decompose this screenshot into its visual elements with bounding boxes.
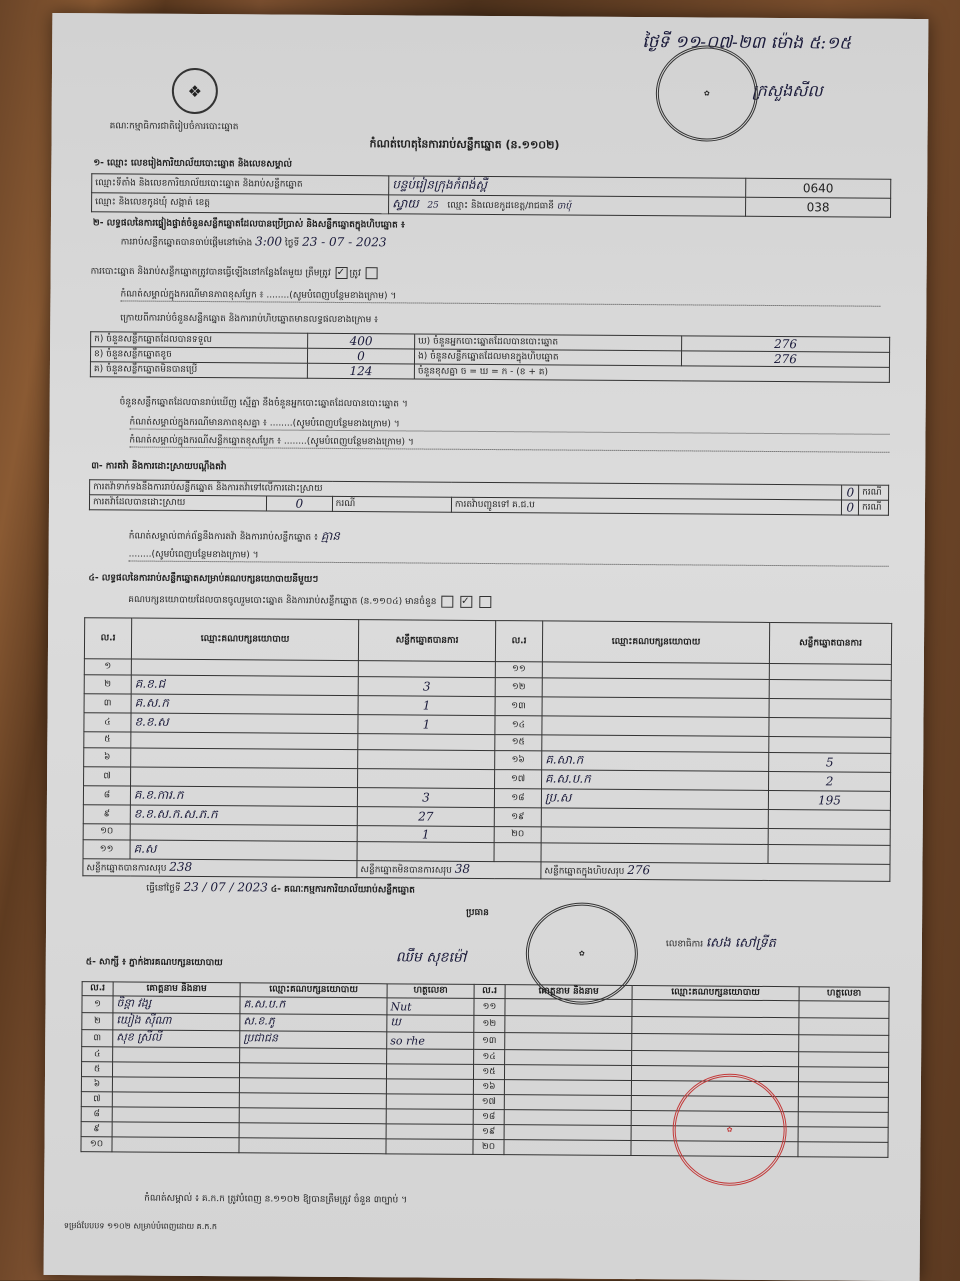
agent-no-left: ៥ bbox=[81, 1062, 112, 1077]
chairman-label: ប្រធាន bbox=[466, 907, 489, 919]
box-total-cell bbox=[541, 862, 890, 881]
agent-party-right bbox=[632, 1017, 799, 1035]
agent-sign-right bbox=[799, 1052, 889, 1068]
checkbox-incorrect[interactable] bbox=[366, 267, 378, 279]
complaints-remark-value: គ្មាន bbox=[320, 528, 340, 543]
correct-label: ត្រូវ bbox=[349, 268, 361, 279]
party-row-no-right: ១៩ bbox=[494, 808, 541, 827]
party-row-no-right: ១៦ bbox=[495, 751, 542, 770]
party-row-no-right: ១៨ bbox=[494, 789, 541, 808]
party-row-no-left: ៨ bbox=[83, 786, 130, 805]
agent-no-left: ២ bbox=[82, 1013, 113, 1030]
handwritten-recipient: ក្រសួងសីល bbox=[751, 80, 823, 101]
party-row-name-right: គ.ស.ប.ក bbox=[542, 770, 769, 791]
agents-col-sign-left: ហត្ថលេខា bbox=[387, 984, 474, 999]
commune-name: ស្វាយ bbox=[392, 196, 419, 211]
section-4-heading: ៤- លទ្ធផលនៃការរាប់សន្លឹកឆ្នោតសម្រាប់គណបក្សនយោបាយនីមួយៗ bbox=[88, 573, 319, 585]
agent-no-right: ១៤ bbox=[474, 1049, 505, 1064]
official-seal-red bbox=[672, 1073, 787, 1186]
forwarded-value: 0 bbox=[842, 500, 859, 515]
agent-sign-right bbox=[799, 1001, 889, 1019]
complaints-remark bbox=[129, 530, 340, 544]
party-row-name-right bbox=[542, 662, 769, 680]
seal-middle-emblem-icon: ✿ bbox=[578, 949, 585, 958]
handwritten-date-note: ថ្ងៃទី ១១-០៧-២៣ ម៉ោង ៥:១៥ bbox=[642, 32, 852, 54]
committee-signature-label: ៤- គណៈកម្មការការិយាល័យរាប់សន្លឹកឆ្នោត bbox=[270, 884, 415, 896]
results-intro: ក្រោយពីការរាប់ចំនួនសន្លឹកឆ្នោត និងការរាប់ហិបឆ្នោតមានលទ្ធផលខាងក្រោម ៖ bbox=[120, 313, 379, 326]
agent-no-left: ១០ bbox=[81, 1137, 112, 1152]
party-row-votes-left: 1 bbox=[358, 715, 495, 735]
party-row-name-left bbox=[131, 748, 358, 769]
agent-no-right: ១១ bbox=[474, 998, 505, 1015]
agent-sign-left: Nut bbox=[387, 998, 474, 1016]
col-party-right: ឈ្មោះគណបក្សនយោបាយ bbox=[542, 621, 769, 664]
agent-sign-right bbox=[798, 1142, 888, 1158]
party-row-votes-right bbox=[769, 679, 891, 699]
agent-sign-right bbox=[799, 1035, 889, 1053]
section-5-heading: ៥- សាក្សី ៖ ភ្នាក់ងារគណបក្សនយោបាយ bbox=[85, 957, 223, 969]
voters-label: ឃ) ចំនួនអ្នកបោះឆ្នោតដែលបានបោះឆ្នោត bbox=[415, 334, 682, 351]
agent-name-left: សុខ ស្រីលី bbox=[113, 1030, 240, 1048]
received-ballots-value: 400 bbox=[308, 333, 415, 349]
agent-party-right bbox=[632, 1000, 799, 1018]
party-row-no-left: ១ bbox=[84, 659, 131, 675]
remark-line-2: កំណត់សម្គាល់ក្នុងករណីមានភាពខុសគ្នា ៖ ........(សូមបំពេញបន្ថែមខាងក្រោម) ។ bbox=[130, 418, 890, 435]
agent-sign-left bbox=[386, 1139, 473, 1155]
chairman-signature: ឈឹម សុខម៉ៅ bbox=[395, 949, 467, 966]
party-row-votes-left bbox=[357, 842, 494, 862]
agent-party-right bbox=[632, 1034, 799, 1052]
agent-name-left bbox=[112, 1062, 239, 1078]
agent-no-left: ៣ bbox=[82, 1030, 113, 1047]
agent-party-left bbox=[240, 1048, 387, 1064]
resolved-label: ការតវ៉ាដែលបានដោះស្រាយ bbox=[89, 495, 266, 511]
invalid-total-cell bbox=[357, 861, 541, 879]
party-row-votes-right bbox=[769, 717, 891, 737]
section-2-heading: ២- លទ្ធផលនៃការផ្ទៀងផ្ទាត់ចំនួនសន្លឹកឆ្នោតដែលបានប្រើប្រាស់ និងសន្លឹកឆ្នោតក្នុងហិបឆ្នោត ៖ bbox=[92, 218, 405, 231]
agent-sign-left bbox=[387, 1049, 474, 1065]
secretary-line bbox=[666, 937, 776, 951]
party-row-name-right bbox=[541, 827, 768, 845]
section-4-intro bbox=[128, 594, 493, 609]
party-row-name-left bbox=[131, 732, 358, 750]
agent-no-left: ១ bbox=[82, 996, 113, 1013]
agents-col-sign-right: ហត្ថលេខា bbox=[799, 987, 889, 1002]
agent-name-right bbox=[505, 1033, 632, 1051]
party-row-votes-left bbox=[358, 661, 495, 678]
party-row-no-left: ៤ bbox=[84, 713, 131, 732]
checkbox-correct[interactable] bbox=[336, 267, 348, 279]
party-row-votes-right bbox=[769, 663, 891, 680]
nec-logo-icon: ❖ bbox=[172, 68, 218, 114]
footer-note: កំណត់សម្គាល់ ៖ គ.ក.ក ត្រូវបំពេញ ន.១១០២ ឱ្យបានត្រឹមត្រូវ ចំនួន ៣ច្បាប់ ។ bbox=[144, 1193, 408, 1206]
box-total-label: សន្លឹកឆ្នោតក្នុងហិបសរុប bbox=[544, 866, 625, 877]
valid-total-label: សន្លឹកឆ្នោតបានការសរុប bbox=[86, 863, 167, 874]
agent-name-right bbox=[504, 1065, 631, 1081]
party-row-votes-right bbox=[768, 844, 890, 864]
agent-sign-right bbox=[798, 1082, 888, 1098]
count-location-text: ការបោះឆ្នោត និងរាប់សន្លឹកឆ្នោតត្រូវបានធ្វើឡើងនៅកន្លែងតែមួយ ត្រឹមត្រូវ bbox=[90, 266, 331, 279]
unused-ballots-label: គ) ចំនួនសន្លឹកឆ្នោតមិនបានប្រើ bbox=[90, 362, 307, 379]
footer-form-id: ទម្រង់បែបបទ ១១០២ សម្រាប់បំពេញដោយ គ.ក.ក bbox=[63, 1221, 218, 1232]
agent-name-right bbox=[504, 1125, 631, 1141]
party-row-votes-left: 3 bbox=[357, 788, 494, 808]
agent-party-left: គ.ស.ប.ក bbox=[240, 997, 387, 1015]
party-row-no-right: ១៣ bbox=[495, 697, 542, 716]
agent-sign-left: ឃ bbox=[387, 1015, 474, 1033]
agent-no-left: ៨ bbox=[81, 1107, 112, 1122]
party-row-votes-left bbox=[358, 769, 495, 789]
party-row-name-right: គ.សា.ក bbox=[542, 751, 769, 772]
valid-total-cell bbox=[83, 859, 357, 878]
party-row-votes-left: 1 bbox=[358, 696, 495, 716]
agent-no-left: ៦ bbox=[81, 1077, 112, 1092]
party-row-name-left: ខ.ខ.ស bbox=[131, 713, 358, 734]
voters-value: 276 bbox=[682, 336, 890, 352]
valid-total-value: 238 bbox=[169, 859, 193, 874]
party-row-no-right: ១៧ bbox=[495, 770, 542, 789]
agents-col-party-left: ឈ្មោះគណបក្សនយោបាយ bbox=[240, 983, 387, 998]
agents-col-name-left: គោត្តនាម និងនាម bbox=[113, 982, 240, 997]
party-row-no-right: ១២ bbox=[495, 678, 542, 697]
box-total-value: 276 bbox=[627, 862, 651, 878]
party-row-votes-right: 195 bbox=[768, 790, 890, 810]
agent-sign-left: so rhe bbox=[387, 1032, 474, 1050]
party-row-name-right: ប្រ.ស bbox=[541, 789, 768, 810]
party-row-votes-left: 1 bbox=[357, 826, 494, 843]
party-row-votes-left bbox=[358, 734, 495, 751]
agent-party-left: ស.ខ.ភូ bbox=[240, 1014, 387, 1032]
party-results-table bbox=[82, 617, 892, 882]
agent-party-left bbox=[239, 1123, 386, 1139]
complaints-table bbox=[89, 479, 889, 516]
province-label: ឈ្មោះ និងលេខកូដខេត្ត/រាជធានី bbox=[447, 200, 554, 212]
party-row-votes-right: 2 bbox=[769, 771, 891, 791]
party-row-no-left: ៧ bbox=[84, 767, 131, 786]
remark-line-4: ........(សូមបំពេញបន្ថែមខាងក្រោម) ។ bbox=[129, 550, 889, 567]
party-row-no-left: ១១ bbox=[83, 840, 130, 859]
agent-sign-left bbox=[386, 1064, 473, 1080]
ballot-form-paper bbox=[44, 13, 929, 1281]
col-no-left: ល.រ bbox=[84, 618, 131, 659]
agent-name-right bbox=[505, 999, 632, 1017]
checkbox-option-1[interactable] bbox=[441, 596, 453, 608]
party-row-name-left: គ.ខ.ការ.ក bbox=[130, 786, 357, 807]
party-row-votes-right bbox=[769, 698, 891, 718]
party-row-no-right: ១៤ bbox=[495, 716, 542, 735]
party-row-name-right bbox=[542, 697, 769, 718]
seal-top-emblem-icon: ✿ bbox=[703, 89, 710, 98]
party-row-name-left bbox=[131, 767, 358, 788]
party-row-no-right: ១១ bbox=[495, 662, 542, 678]
agent-sign-left bbox=[386, 1124, 473, 1140]
agent-sign-right bbox=[798, 1112, 888, 1128]
agent-name-right bbox=[504, 1095, 631, 1111]
commune-cell bbox=[389, 195, 746, 216]
party-row-no-left: ២ bbox=[84, 675, 131, 694]
commune-number: 25 bbox=[427, 200, 439, 211]
agent-party-left bbox=[239, 1063, 386, 1079]
party-row-name-left bbox=[131, 659, 358, 677]
party-row-no-right: ១៥ bbox=[495, 735, 542, 751]
difference-formula: ចំនួនខុសគ្នា ច = ឃ = ក - (ខ + គ) bbox=[414, 364, 889, 382]
agent-name-left bbox=[112, 1077, 239, 1093]
agent-name-left: ចិន្តា វង្ស bbox=[113, 996, 240, 1014]
agent-party-right bbox=[632, 1051, 799, 1067]
agent-name-right bbox=[505, 1050, 632, 1066]
agent-party-left bbox=[239, 1078, 386, 1094]
agent-no-right: ១២ bbox=[474, 1015, 505, 1032]
party-row-name-left bbox=[130, 824, 357, 842]
party-row-no-right bbox=[494, 843, 541, 862]
received-ballots-label: ក) ចំនួនសន្លឹកឆ្នោតដែលបានទទួល bbox=[91, 332, 308, 349]
polling-station-name: បន្ទប់រៀនក្រុងកំពង់ស្ពឺ bbox=[389, 176, 746, 197]
agent-name-left bbox=[112, 1122, 239, 1138]
party-row-no-right: ២០ bbox=[494, 827, 541, 843]
checkbox-option-3[interactable] bbox=[479, 596, 491, 608]
party-row-name-right bbox=[541, 808, 768, 829]
section-1-heading: ១- ឈ្មោះ លេខរៀងការិយាល័យបោះឆ្នោត និងលេខសម្គាល់ bbox=[93, 158, 293, 170]
invalid-total-value: 38 bbox=[454, 861, 471, 876]
agent-sign-right bbox=[799, 1018, 889, 1036]
form-title: កំណត់ហេតុនៃការរាប់សន្លឹកឆ្នោត (ន.១១០២) bbox=[369, 137, 560, 152]
agent-no-left: ៩ bbox=[81, 1122, 112, 1137]
agent-sign-left bbox=[386, 1109, 473, 1125]
agent-no-right: ១៦ bbox=[473, 1079, 504, 1094]
remark-line-1: កំណត់សម្គាល់ក្នុងករណីមានភាពខុសប្លែក ៖ ........(សូមបំពេញបន្ថែមខាងក្រោម) ។ bbox=[120, 289, 880, 306]
completion-label: ធ្វើនៅថ្ងៃទី bbox=[146, 883, 181, 894]
agents-col-party-right: ឈ្មោះគណបក្សនយោបាយ bbox=[632, 986, 799, 1001]
polling-station-label: ឈ្មោះទីតាំង និងលេខការិយាល័យបោះឆ្នោត និងរាប់សន្លឹកឆ្នោត bbox=[92, 174, 389, 195]
party-row-votes-left: 3 bbox=[358, 677, 495, 697]
col-party-left: ឈ្មោះគណបក្សនយោបាយ bbox=[131, 618, 358, 661]
party-row-name-right bbox=[542, 678, 769, 699]
agent-no-left: ៤ bbox=[82, 1047, 113, 1062]
box-ballots-label: ង) ចំនួនសន្លឹកឆ្នោតដែលមានក្នុងហិបឆ្នោត bbox=[414, 349, 681, 366]
agent-name-left bbox=[112, 1092, 239, 1108]
agent-no-right: ១៧ bbox=[473, 1094, 504, 1109]
agent-name-left bbox=[112, 1107, 239, 1123]
remark-line-3: កំណត់សម្គាល់ក្នុងករណីសន្លឹកឆ្នោតខុសប្លែក ៖ ........(សូមបំពេញបន្ថែមខាងក្រោម) ។ bbox=[129, 436, 889, 453]
agent-name-left bbox=[113, 1047, 240, 1063]
party-row-no-left: ៥ bbox=[84, 732, 131, 748]
secretary-signature: សេង សៅទ្រីត bbox=[705, 935, 776, 952]
resolved-value: 0 bbox=[266, 496, 332, 511]
agent-sign-right bbox=[798, 1067, 888, 1083]
resolved-unit: ករណី bbox=[332, 496, 451, 512]
completion-line bbox=[146, 879, 415, 897]
complaints-total-label: ការតវ៉ាទាក់ទងនឹងការរាប់សន្លឹកឆ្នោត និងការតវ៉ាទៅលើការដោះស្រាយ bbox=[90, 480, 843, 500]
agent-sign-left bbox=[386, 1079, 473, 1095]
complaints-total-value: 0 bbox=[842, 485, 859, 500]
agent-name-right bbox=[504, 1110, 631, 1126]
agent-no-right: ១៥ bbox=[473, 1064, 504, 1079]
spoiled-ballots-value: 0 bbox=[307, 348, 414, 364]
party-row-no-left: ៣ bbox=[84, 694, 131, 713]
col-votes-left: សន្លឹកឆ្នោតបានការ bbox=[358, 620, 495, 662]
agent-sign-right bbox=[798, 1127, 888, 1143]
section-1-table bbox=[91, 173, 891, 218]
agent-no-right: ១៣ bbox=[474, 1032, 505, 1049]
count-location-line bbox=[91, 265, 380, 280]
count-start-time: 3:00 bbox=[255, 234, 283, 249]
agent-no-right: ២០ bbox=[473, 1139, 504, 1154]
agent-party-left bbox=[239, 1093, 386, 1109]
party-row-name-right bbox=[541, 843, 768, 864]
col-votes-right: សន្លឹកឆ្នោតបានការ bbox=[769, 622, 891, 664]
party-row-name-right bbox=[542, 735, 769, 753]
party-row-votes-right bbox=[768, 828, 890, 845]
party-row-name-left: ខ.ខ.ស.ក.ស.ភ.ក bbox=[130, 805, 357, 826]
agent-party-left bbox=[239, 1138, 386, 1154]
ballot-match-line: ចំនួនសន្លឹកឆ្នោតដែលបានរាប់ឃើញ ស្មើគ្នា នឹងចំនួនអ្នកបោះឆ្នោតដែលបានបោះឆ្នោត ។ bbox=[119, 397, 408, 410]
province-name: ចាប៉ុ bbox=[556, 201, 572, 212]
agent-name-right bbox=[504, 1080, 631, 1096]
commune-label: ឈ្មោះ និងលេខកូដឃុំ សង្កាត់ ខេត្ត bbox=[92, 193, 389, 214]
committee-name: គណៈកម្មាធិការជាតិរៀបចំការបោះឆ្នោត bbox=[109, 121, 239, 133]
unused-ballots-value: 124 bbox=[307, 363, 414, 379]
col-no-right: ល.រ bbox=[495, 621, 542, 662]
agent-no-right: ១៨ bbox=[473, 1109, 504, 1124]
count-start-date-label: ថ្ងៃទី bbox=[284, 238, 300, 249]
count-start-date: 23 - 07 - 2023 bbox=[302, 234, 387, 250]
invalid-total-label: សន្លឹកឆ្នោតមិនបានការសរុប bbox=[360, 865, 452, 876]
box-ballots-value: 276 bbox=[681, 351, 889, 367]
ballot-counts-table bbox=[90, 331, 890, 383]
party-row-votes-left bbox=[358, 750, 495, 770]
party-row-name-left: គ.ខ.ជ bbox=[131, 675, 358, 696]
agent-no-right: ១៩ bbox=[473, 1124, 504, 1139]
party-row-no-left: ៩ bbox=[83, 805, 130, 824]
official-seal-top bbox=[656, 45, 759, 142]
section-4-intro-text: គណបក្សនយោបាយដែលបានចូលរួមបោះឆ្នោត និងការរាប់សន្លឹកឆ្នោត (ន.១១០៤) មានចំនួន bbox=[128, 595, 437, 608]
agent-name-left bbox=[112, 1137, 239, 1153]
agent-name-right bbox=[504, 1140, 631, 1156]
agent-no-left: ៧ bbox=[81, 1092, 112, 1107]
party-row-votes-right: 5 bbox=[769, 752, 891, 772]
section-3-heading: ៣- ការតវ៉ា និងការដោះស្រាយបណ្តឹងតវ៉ា bbox=[91, 461, 227, 473]
party-row-name-right bbox=[542, 716, 769, 737]
station-code: 0640 bbox=[746, 178, 891, 198]
party-row-name-left: គ.ស.ក bbox=[131, 694, 358, 715]
complaints-remark-label: កំណត់សម្គាល់ពាក់ព័ន្ធនឹងការតវ៉ា និងការរាប់សន្លឹកឆ្នោត ៖ bbox=[128, 531, 318, 543]
party-row-name-left: គ.ស bbox=[130, 840, 357, 861]
forwarded-label: ការតវ៉ាបញ្ជូនទៅ គ.ជ.ប bbox=[451, 497, 842, 515]
complaints-total-unit: ករណី bbox=[859, 485, 889, 500]
party-row-no-left: ៦ bbox=[84, 748, 131, 767]
spoiled-ballots-label: ខ) ចំនួនសន្លឹកឆ្នោតខូច bbox=[90, 347, 307, 364]
count-start-text: ការរាប់សន្លឹកឆ្នោតបានចាប់ផ្តើមនៅម៉ោង bbox=[120, 237, 253, 249]
agents-col-name-right: គោត្តនាម និងនាម bbox=[505, 985, 632, 1000]
seal-red-emblem-icon: ✿ bbox=[726, 1125, 733, 1134]
agents-col-no-left: ល.រ bbox=[82, 982, 113, 996]
commune-code: 038 bbox=[746, 197, 891, 217]
party-row-votes-right bbox=[769, 736, 891, 753]
party-row-votes-right bbox=[768, 809, 890, 829]
agent-sign-right bbox=[798, 1097, 888, 1113]
checkbox-option-2[interactable] bbox=[460, 596, 472, 608]
agent-party-left bbox=[239, 1108, 386, 1124]
agents-col-no-right: ល.រ bbox=[474, 984, 505, 998]
agent-name-left: ឃៀង ស៊ីណា bbox=[113, 1013, 240, 1031]
party-row-votes-left: 27 bbox=[357, 807, 494, 827]
agent-sign-left bbox=[386, 1094, 473, 1110]
agent-party-left: ប្រជាជន bbox=[240, 1031, 387, 1049]
secretary-label: លេខាធិការ bbox=[665, 939, 704, 950]
forwarded-unit: ករណី bbox=[858, 500, 888, 515]
agent-name-right bbox=[505, 1016, 632, 1034]
party-row-no-left: ១០ bbox=[83, 824, 130, 840]
count-start-line bbox=[121, 235, 901, 253]
completion-date: 23 / 07 / 2023 bbox=[183, 879, 268, 895]
